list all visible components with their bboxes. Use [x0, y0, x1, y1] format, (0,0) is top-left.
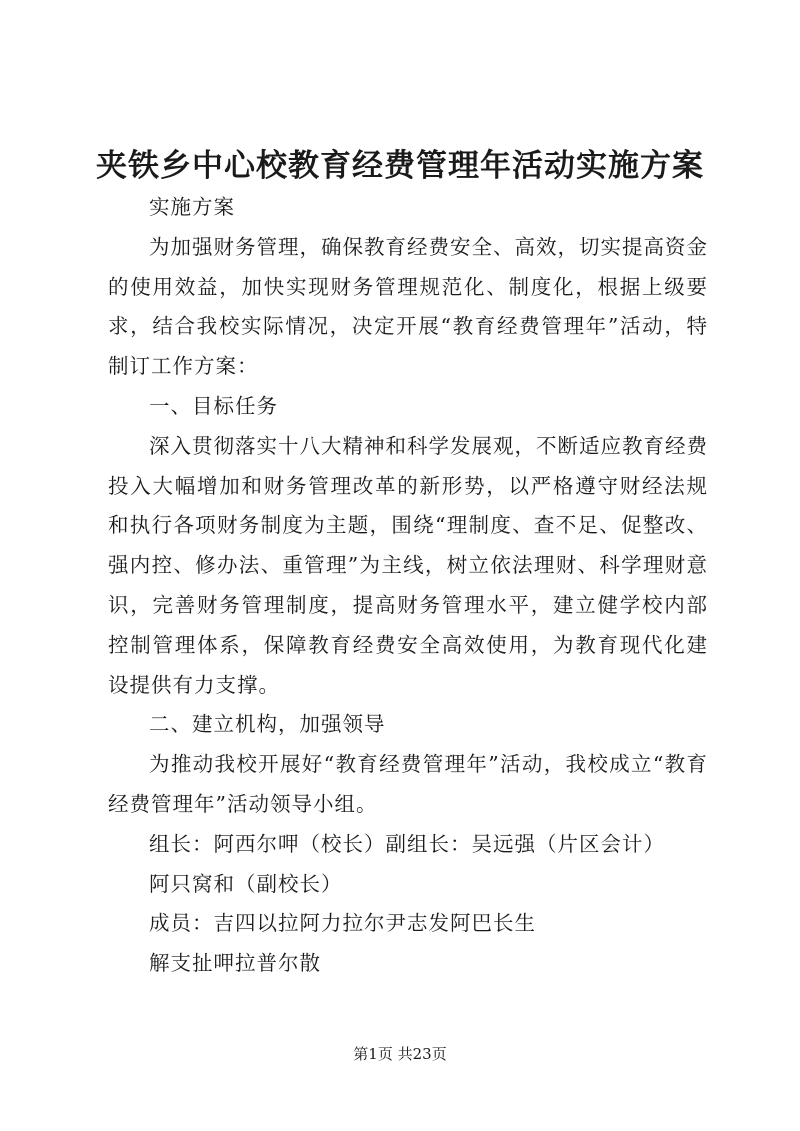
paragraph-goals: 深入贯彻落实十八大精神和科学发展观，不断适应教育经费投入大幅增加和财务管理改革的新形势，以严格遵守财经法规和执行各项财务制度为主题，围绕“理制度、查不足、促整改、强内控、修办法、重管理”为主线，树立依法理财、科学理财意识，完善财务管理制度，提高财务管理水平，建立健学校内部控制管理体系，保障教育经费安全高效使用，为教育现代化建设提供有力支撑。	[108, 433, 708, 697]
page-number-footer: 第1页 共23页	[353, 1045, 447, 1063]
section-heading-organization: 二、建立机构，加强领导	[149, 712, 386, 737]
paragraph-deputy: 阿只窝和（副校长）	[149, 871, 343, 896]
paragraph-leaders: 组长：阿西尔呷（校长）副组长：吴远强（片区会计）	[149, 831, 665, 856]
paragraph-organization: 为推动我校开展好“教育经费管理年”活动，我校成立“教育经费管理年”活动领导小组。	[108, 752, 708, 816]
section-heading-goals: 一、目标任务	[149, 393, 278, 418]
document-body	[108, 188, 708, 984]
paragraph-subtitle: 实施方案	[149, 195, 235, 219]
document-title: 夹铁乡中心校教育经费管理年活动实施方案	[96, 148, 704, 184]
paragraph-members: 成员：吉四以拉阿力拉尔尹志发阿巴长生	[149, 911, 536, 936]
paragraph-intro: 为加强财务管理，确保教育经费安全、高效，切实提高资金的使用效益，加快实现财务管理规范化、制度化，根据上级要求，结合我校实际情况，决定开展“教育经费管理年”活动，特制订工作方案：	[108, 234, 708, 379]
paragraph-members-cont: 解支扯呷拉普尔散	[149, 951, 321, 976]
